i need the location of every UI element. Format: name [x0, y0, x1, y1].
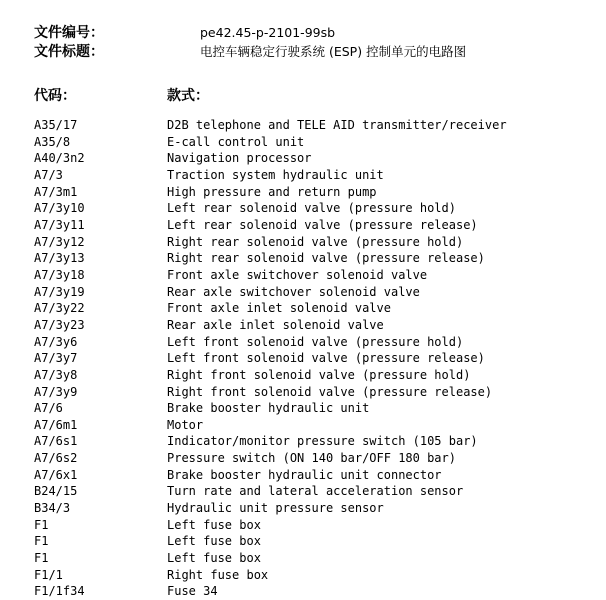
- table-row: [34, 300, 594, 317]
- table-row: [34, 250, 594, 267]
- part-description: Right rear solenoid valve (pressure release): [167, 251, 485, 266]
- table-row: [34, 500, 594, 517]
- table-row: [34, 400, 594, 417]
- part-description: Rear axle inlet solenoid valve: [167, 317, 384, 332]
- table-row: [34, 184, 594, 201]
- part-code: A7/3y12: [34, 234, 85, 249]
- doc-title-label: 文件标题：: [34, 44, 104, 60]
- part-code: B34/3: [34, 501, 71, 516]
- table-row: [34, 117, 594, 134]
- part-description: Motor: [167, 417, 204, 432]
- table-row: [34, 433, 594, 450]
- table-row: [34, 550, 594, 567]
- part-description: Traction system hydraulic unit: [167, 167, 384, 182]
- part-code: A7/6s1: [34, 434, 78, 449]
- table-row: [34, 567, 594, 584]
- part-description: Right fuse box: [167, 567, 269, 582]
- part-code: F1: [34, 534, 49, 549]
- part-description: Left fuse box: [167, 551, 261, 566]
- part-code: A7/3y19: [34, 284, 85, 299]
- part-description: Left fuse box: [167, 534, 261, 549]
- part-description: Navigation processor: [167, 151, 312, 166]
- table-row: [34, 334, 594, 351]
- part-code: B24/15: [34, 484, 78, 499]
- part-description: D2B telephone and TELE AID transmitter/receiver: [167, 118, 507, 132]
- table-row: [34, 483, 594, 500]
- part-code: A7/6s2: [34, 451, 78, 466]
- table-row: [34, 150, 594, 167]
- doc-title-value: 电控车辆稳定行驶系统 (ESP) 控制单元的电路图: [200, 44, 467, 59]
- part-description: Left fuse box: [167, 517, 261, 532]
- part-code: A7/6x1: [34, 467, 78, 482]
- table-row: [34, 367, 594, 384]
- part-code: A7/3y6: [34, 334, 78, 349]
- doc-number-label: 文件编号：: [34, 25, 104, 41]
- table-row: [34, 517, 594, 534]
- part-description: Hydraulic unit pressure sensor: [167, 501, 384, 516]
- part-description: Right front solenoid valve (pressure release): [167, 384, 493, 399]
- table-header: [34, 87, 594, 105]
- code-column-header: 代码：: [34, 88, 76, 104]
- part-code: A7/3y7: [34, 351, 78, 366]
- part-code: A7/6: [34, 401, 63, 416]
- part-code: F1: [34, 517, 49, 532]
- part-code: A7/3m1: [34, 184, 78, 199]
- table-row: [34, 267, 594, 284]
- part-code: A40/3n2: [34, 151, 85, 166]
- table-row: [34, 533, 594, 550]
- part-code: F1/1f34: [34, 584, 85, 599]
- part-code: A7/3y13: [34, 251, 85, 266]
- part-description: Turn rate and lateral acceleration sensor: [167, 484, 464, 499]
- part-description: E-call control unit: [167, 134, 305, 149]
- part-description: Indicator/monitor pressure switch (105 bar): [167, 434, 478, 449]
- part-code: F1: [34, 551, 49, 566]
- table-row: [34, 317, 594, 334]
- table-row: [34, 134, 594, 151]
- part-description: Left front solenoid valve (pressure hold): [167, 334, 464, 349]
- part-description: Left rear solenoid valve (pressure release): [167, 217, 478, 232]
- doc-number-value: pe42.45-p-2101-99sb: [200, 25, 336, 40]
- part-code: A35/17: [34, 118, 78, 132]
- part-description: Fuse 34: [167, 584, 218, 599]
- part-description: High pressure and return pump: [167, 184, 377, 199]
- part-description: Front axle inlet solenoid valve: [167, 301, 391, 316]
- part-description: Brake booster hydraulic unit: [167, 401, 370, 416]
- part-code: A7/3: [34, 167, 63, 182]
- part-code: A7/3y11: [34, 217, 85, 232]
- part-code: A7/3y23: [34, 317, 85, 332]
- table-row: [34, 350, 594, 367]
- part-description: Front axle switchover solenoid valve: [167, 267, 428, 282]
- table-row: [34, 384, 594, 401]
- table-row: [34, 200, 594, 217]
- table-row: [34, 583, 594, 600]
- part-code: A7/3y18: [34, 267, 85, 282]
- parts-list: [34, 117, 594, 600]
- part-description: Rear axle switchover solenoid valve: [167, 284, 420, 299]
- part-description: Left rear solenoid valve (pressure hold): [167, 201, 456, 216]
- table-row: [34, 167, 594, 184]
- part-code: A7/3y22: [34, 301, 85, 316]
- part-description: Right front solenoid valve (pressure hold): [167, 367, 471, 382]
- part-code: A7/3y8: [34, 367, 78, 382]
- part-description: Left front solenoid valve (pressure release): [167, 351, 485, 366]
- part-code: A7/3y10: [34, 201, 85, 216]
- part-code: A7/6m1: [34, 417, 78, 432]
- table-row: [34, 284, 594, 301]
- description-column-header: 款式：: [167, 88, 209, 104]
- table-row: [34, 467, 594, 484]
- part-description: Pressure switch (ON 140 bar/OFF 180 bar): [167, 451, 456, 466]
- table-row: [34, 217, 594, 234]
- part-code: F1/1: [34, 567, 63, 582]
- part-code: A7/3y9: [34, 384, 78, 399]
- table-row: [34, 450, 594, 467]
- part-code: A35/8: [34, 134, 71, 149]
- table-row: [34, 417, 594, 434]
- part-description: Right rear solenoid valve (pressure hold): [167, 234, 464, 249]
- part-description: Brake booster hydraulic unit connector: [167, 467, 442, 482]
- table-row: [34, 234, 594, 251]
